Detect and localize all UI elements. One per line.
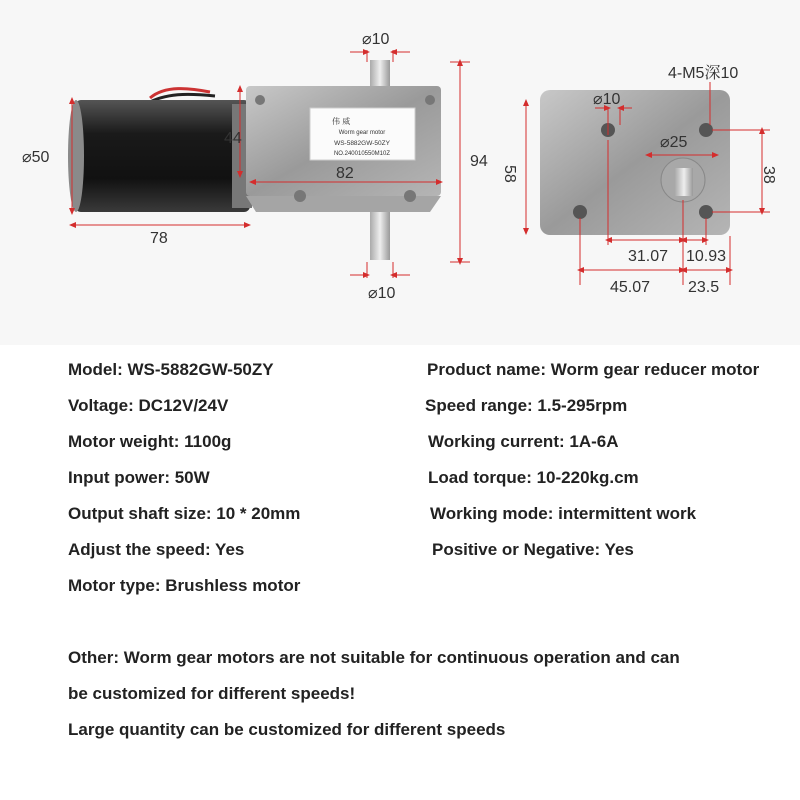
spec-model: Model: WS-5882GW-50ZY xyxy=(68,360,274,379)
spec-weight: Motor weight: 1100g xyxy=(68,432,232,451)
dim-total-height: 94 xyxy=(470,153,488,170)
spec-direction: Positive or Negative: Yes xyxy=(432,540,634,559)
dim-box-width: 82 xyxy=(336,165,354,182)
dim-box-inner-height: 44 xyxy=(224,130,242,147)
bottom-shaft xyxy=(370,212,390,260)
dim-offset-d: 23.5 xyxy=(688,279,720,296)
dim-hole-pitch: 38 xyxy=(760,166,777,184)
spec-motor-type: Motor type: Brushless motor xyxy=(68,576,301,595)
dim-motor-length: 78 xyxy=(150,230,168,247)
front-shaft xyxy=(675,168,693,196)
top-shaft xyxy=(370,60,390,86)
mount-hole xyxy=(573,205,587,219)
spec-voltage: Voltage: DC12V/24V xyxy=(68,396,229,415)
nameplate-brand: 伟 威 xyxy=(332,117,351,126)
product-diagram xyxy=(0,0,800,345)
spec-speed-range: Speed range: 1.5-295rpm xyxy=(425,396,628,415)
spec-torque: Load torque: 10-220kg.cm xyxy=(428,468,639,487)
spec-adjust-speed: Adjust the speed: Yes xyxy=(68,540,245,559)
mount-hole xyxy=(699,123,713,137)
spec-shaft-size: Output shaft size: 10 * 20mm xyxy=(68,504,301,523)
dim-offset-c: 45.07 xyxy=(610,279,651,296)
dim-offset-b: 10.93 xyxy=(686,248,727,265)
note-line-3: Large quantity can be customized for different speeds xyxy=(68,720,506,739)
mount-hole xyxy=(699,205,713,219)
nameplate-line3: NO.240010550M10Z xyxy=(333,151,391,157)
spec-current: Working current: 1A-6A xyxy=(428,432,619,451)
spec-product-name: Product name: Worm gear reducer motor xyxy=(427,360,760,379)
dim-shaft-bottom: ⌀10 xyxy=(368,285,396,302)
motor-side-view xyxy=(68,60,441,260)
dimension-drawing xyxy=(0,0,800,345)
note-line-1: Other: Worm gear motors are not suitable for continuous operation and can xyxy=(68,648,680,667)
nameplate-line2: WS-5882GW-50ZY xyxy=(334,140,390,147)
dim-shaft-top: ⌀10 xyxy=(362,31,390,48)
dim-front-shaft: ⌀10 xyxy=(593,91,621,108)
motor-endcap xyxy=(68,100,84,212)
dim-offset-a: 31.07 xyxy=(628,248,669,265)
dim-boss: ⌀25 xyxy=(660,134,688,151)
dim-mount-holes: 4-M5深10 xyxy=(668,65,739,82)
spec-power: Input power: 50W xyxy=(68,468,210,487)
nameplate-line1: Worm gear motor xyxy=(338,130,386,136)
note-line-2: be customized for different speeds! xyxy=(68,684,356,703)
spec-working-mode: Working mode: intermittent work xyxy=(430,504,697,523)
dim-motor-diameter: ⌀50 xyxy=(22,149,50,166)
dim-face-height: 58 xyxy=(501,165,518,183)
gearbox-front-view xyxy=(540,90,730,235)
motor-body xyxy=(75,100,250,212)
